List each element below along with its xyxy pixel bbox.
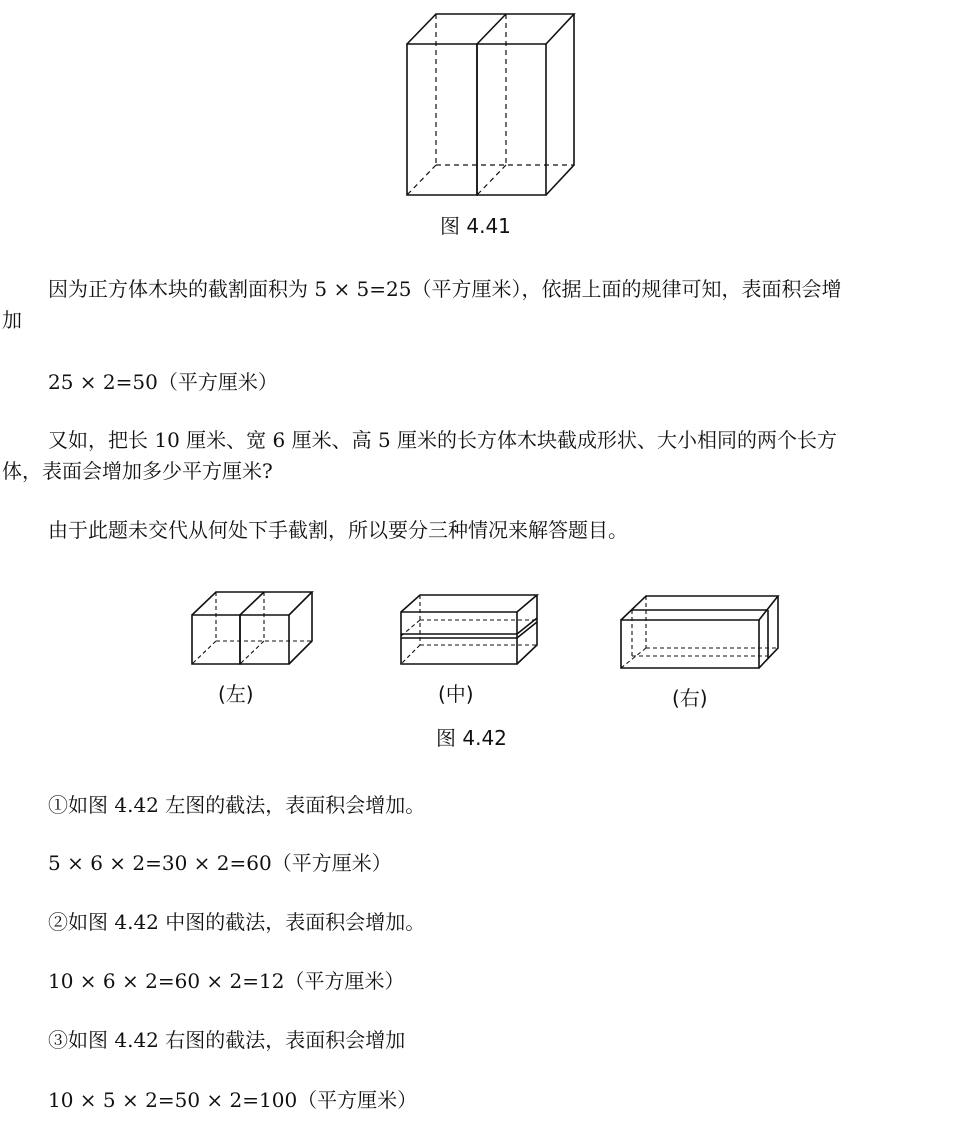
figure-4-42-left-drawing <box>188 588 318 670</box>
figure-4-42-middle-drawing <box>396 590 544 670</box>
figure-4-42-caption: 图 4.42 <box>436 726 507 750</box>
figure-4-42-middle-label: (中) <box>438 682 474 706</box>
case-3-text: ③如图 4.42 右图的截法，表面积会增加 <box>48 1028 406 1052</box>
case-1-text: ①如图 4.42 左图的截法，表面积会增加。 <box>48 793 426 817</box>
paragraph-3: 由于此题未交代从何处下手截割，所以要分三种情况来解答题目。 <box>48 518 628 542</box>
figure-4-41-drawing <box>400 8 585 200</box>
figure-4-42-left-label: (左) <box>218 682 254 706</box>
figure-4-41-caption: 图 4.41 <box>440 214 511 238</box>
case-2-text: ②如图 4.42 中图的截法，表面积会增加。 <box>48 910 426 934</box>
paragraph-1-line-2: 加 <box>2 308 22 332</box>
paragraph-2-line-2: 体，表面会增加多少平方厘米? <box>2 459 273 483</box>
case-3-equation: 10 × 5 × 2=50 × 2=100（平方厘米） <box>48 1088 418 1112</box>
case-2-equation: 10 × 6 × 2=60 × 2=12（平方厘米） <box>48 969 405 993</box>
figure-4-42-right-label: (右) <box>672 686 708 710</box>
case-1-equation: 5 × 6 × 2=30 × 2=60（平方厘米） <box>48 851 392 875</box>
paragraph-2-line-1: 又如，把长 10 厘米、宽 6 厘米、高 5 厘米的长方体木块截成形状、大小相同的两个长方 <box>48 428 838 452</box>
figure-4-42-right-drawing <box>616 590 784 674</box>
paragraph-1-line-1: 因为正方体木块的截割面积为 5 × 5=25（平方厘米），依据上面的规律可知，表面积会增 <box>48 277 842 301</box>
equation-1: 25 × 2=50（平方厘米） <box>48 370 278 394</box>
